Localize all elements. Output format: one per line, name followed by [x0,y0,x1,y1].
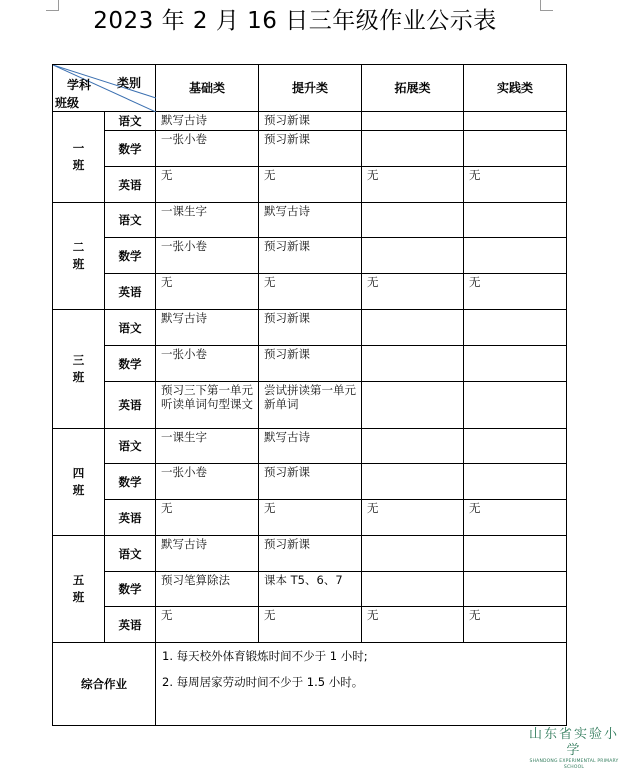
task-cell [362,346,464,382]
task-cell [362,131,464,167]
class-name: 二班 [72,240,85,271]
task-cell: 一张小卷 [156,131,259,167]
table-row [53,203,567,238]
table-row [53,500,567,536]
task-cell: 预习新课 [259,131,362,167]
summary-item: 1. 每天校外体育锻炼时间不少于 1 小时; [162,649,368,663]
task-cell [464,112,567,131]
task-cell: 预习新课 [259,346,362,382]
header-row [53,65,567,112]
table-row [53,167,567,203]
task-cell: 预习新课 [259,536,362,572]
subject-cell: 数学 [105,346,156,382]
table-row [53,429,567,464]
column-header-practice: 实践类 [464,65,567,112]
table-row [53,382,567,429]
watermark-school-name: 山东省实验小学 [528,727,619,758]
task-cell: 无 [156,274,259,310]
task-cell [362,572,464,607]
task-cell: 课本 T5、6、7 [259,572,362,607]
task-cell [362,238,464,274]
class-cell [53,112,105,203]
task-cell [362,310,464,346]
task-cell: 无 [362,274,464,310]
subject-cell: 语文 [105,536,156,572]
task-cell: 一张小卷 [156,346,259,382]
class-name: 四班 [72,466,85,497]
class-name: 五班 [72,573,85,604]
task-cell [464,464,567,500]
table-row [53,112,567,131]
task-cell [362,382,464,429]
header-class-label: 班级 [55,96,80,110]
header-subject-label: 学科 [67,78,92,92]
task-cell: 无 [259,167,362,203]
class-cell [53,536,105,643]
summary-row [53,643,567,726]
table-row [53,536,567,572]
class-name: 三班 [72,353,85,384]
subject-cell: 数学 [105,238,156,274]
diagonal-header-cell [53,65,156,112]
task-cell: 无 [259,607,362,643]
column-header-extend: 拓展类 [362,65,464,112]
column-header-improve: 提升类 [259,65,362,112]
table-row [53,346,567,382]
task-cell: 默写古诗 [156,112,259,131]
table-row [53,607,567,643]
task-cell [464,131,567,167]
task-cell [362,429,464,464]
task-cell [464,536,567,572]
task-cell [362,536,464,572]
task-cell: 一张小卷 [156,464,259,500]
task-cell [464,572,567,607]
task-cell [464,310,567,346]
table-row [53,310,567,346]
table-row [53,238,567,274]
subject-cell: 语文 [105,310,156,346]
task-cell: 无 [156,167,259,203]
task-cell: 一课生字 [156,429,259,464]
task-cell [464,346,567,382]
task-cell [464,429,567,464]
summary-item: 2. 每周居家劳动时间不少于 1.5 小时。 [162,675,364,689]
task-cell [362,112,464,131]
column-header-basic: 基础类 [156,65,259,112]
task-cell: 一课生字 [156,203,259,238]
task-cell [362,203,464,238]
table-row [53,274,567,310]
document-title: 2023 年 2 月 16 日三年级作业公示表 [93,8,497,34]
class-cell [53,429,105,536]
class-cell [53,203,105,310]
summary-label: 综合作业 [53,643,156,726]
watermark-school-name-en: SHANDONG EXPERIMENTAL PRIMARY SCHOOL [529,759,619,770]
subject-cell: 英语 [105,607,156,643]
school-watermark [524,727,624,771]
subject-cell: 英语 [105,274,156,310]
task-cell: 预习笔算除法 [156,572,259,607]
subject-cell: 数学 [105,131,156,167]
task-cell [362,464,464,500]
task-cell: 尝试拼读第一单元新单词 [259,382,362,429]
task-cell: 无 [362,607,464,643]
task-cell: 默写古诗 [156,310,259,346]
task-cell: 预习新课 [259,238,362,274]
subject-cell: 语文 [105,429,156,464]
subject-cell: 语文 [105,112,156,131]
summary-content [156,643,567,726]
table-row [53,572,567,607]
subject-cell: 数学 [105,572,156,607]
task-cell: 预习新课 [259,112,362,131]
task-cell: 预习新课 [259,310,362,346]
subject-cell: 数学 [105,464,156,500]
task-cell [464,203,567,238]
subject-cell: 英语 [105,500,156,536]
class-cell [53,310,105,429]
subject-cell: 语文 [105,203,156,238]
class-name: 一班 [72,141,85,172]
task-cell: 无 [156,500,259,536]
task-cell: 无 [362,500,464,536]
task-cell: 无 [464,274,567,310]
task-cell: 无 [464,167,567,203]
task-cell: 无 [362,167,464,203]
task-cell: 无 [156,607,259,643]
header-category-label: 类别 [117,76,142,90]
task-cell [464,382,567,429]
subject-cell: 英语 [105,167,156,203]
task-cell: 预习三下第一单元听读单词句型课文 [156,382,259,429]
subject-cell: 英语 [105,382,156,429]
table-row [53,131,567,167]
task-cell: 无 [259,274,362,310]
task-cell: 无 [259,500,362,536]
table-row [53,464,567,500]
task-cell [464,238,567,274]
task-cell: 默写古诗 [259,203,362,238]
task-cell: 预习新课 [259,464,362,500]
homework-table [52,64,567,726]
task-cell: 默写古诗 [156,536,259,572]
task-cell: 默写古诗 [259,429,362,464]
task-cell: 一张小卷 [156,238,259,274]
task-cell: 无 [464,607,567,643]
task-cell: 无 [464,500,567,536]
